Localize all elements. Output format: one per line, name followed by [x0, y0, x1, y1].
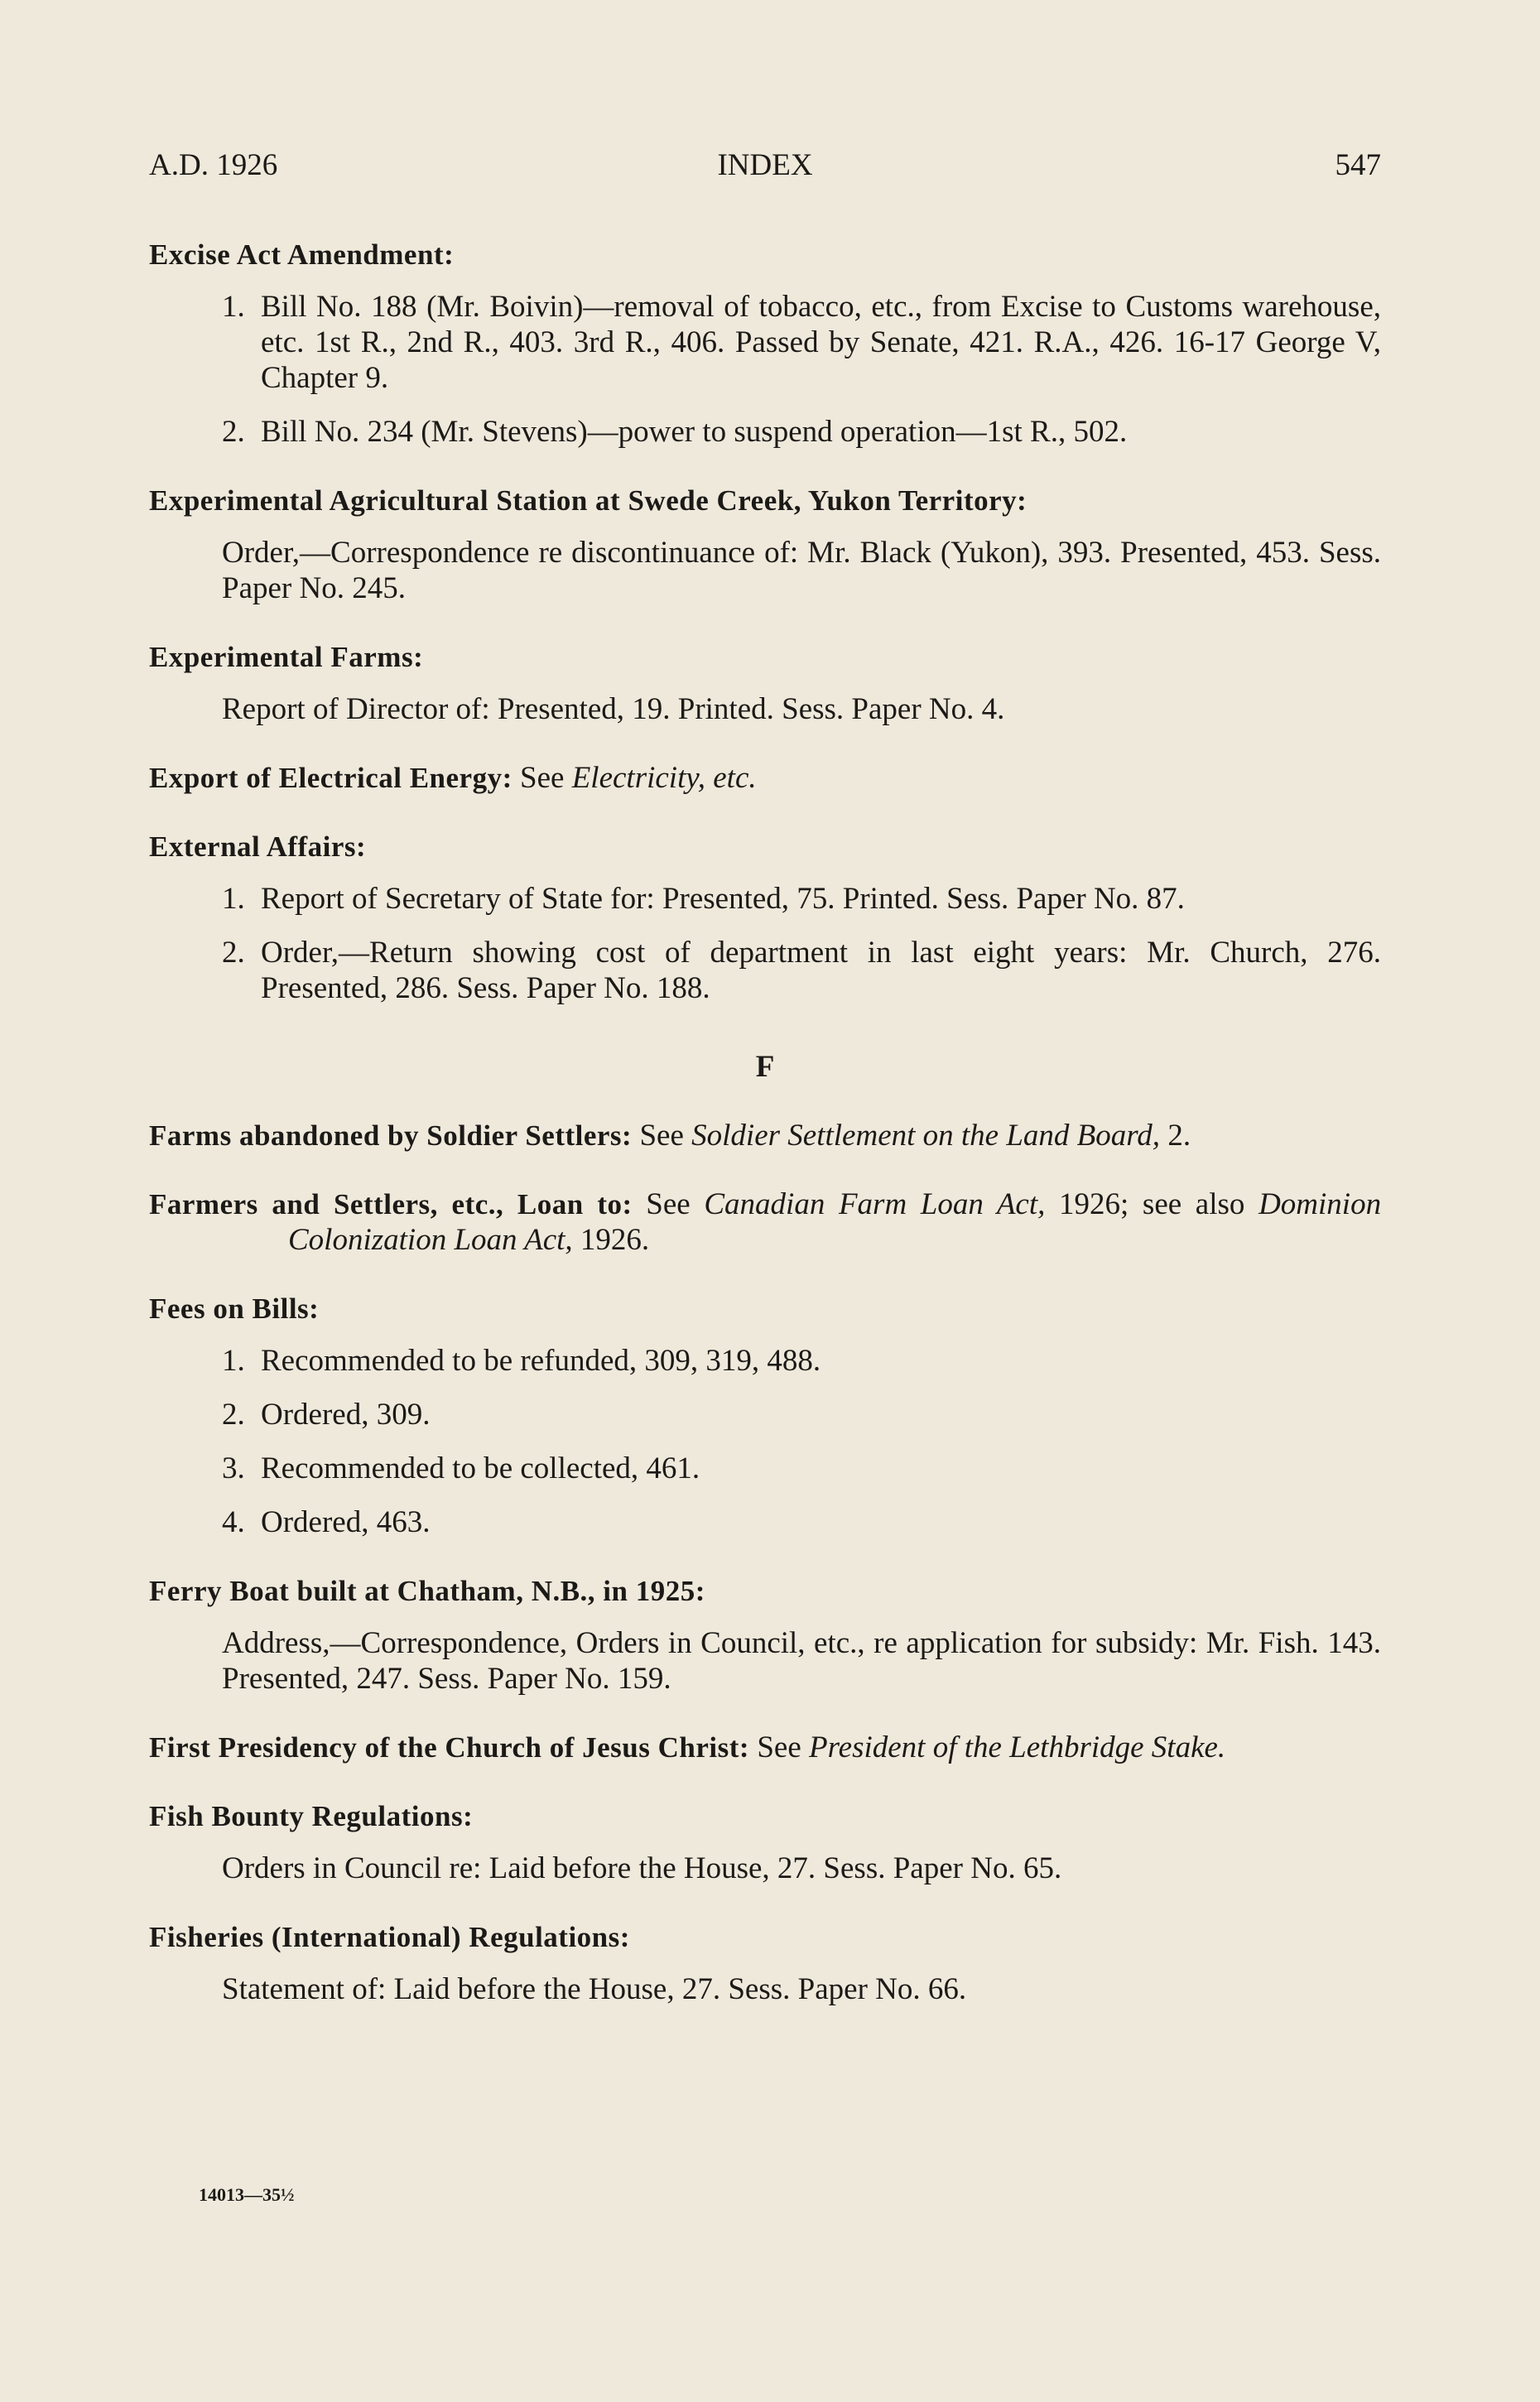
index-entry — [149, 1451, 1381, 1486]
reference-title: Canadian Farm Loan Act, — [704, 1187, 1046, 1221]
entry-number: 1. — [222, 882, 245, 916]
index-entry: Order,—Correspondence re discontinuance of: Mr. Black (Yukon), 393. Presented, 453. Sess. Paper No. 245. — [222, 536, 1381, 605]
section-letter: F — [755, 1050, 775, 1084]
entry-number: 2. — [222, 936, 245, 970]
index-entry — [149, 1343, 1381, 1379]
index-heading: Experimental Agricultural Station at Swede Creek, Yukon Territory: — [149, 484, 1027, 517]
reference-tail: 1926. — [580, 1223, 650, 1257]
index-cross-reference — [149, 760, 1381, 796]
index-entry — [149, 881, 1381, 917]
index-cross-reference — [149, 1187, 1381, 1258]
index-heading: Farmers and Settlers, etc., Loan to: — [149, 1188, 633, 1220]
entry-text: Ordered, 309. — [261, 1398, 431, 1432]
entry-number: 1. — [222, 290, 245, 324]
reference-title: Dominion Colonization Loan Act, — [288, 1187, 1382, 1257]
index-heading: Fisheries (International) Regulations: — [149, 1921, 630, 1953]
entry-text: Report of Secretary of State for: Presented, 75. Printed. Sess. Paper No. 87. — [261, 882, 1185, 916]
running-header — [149, 147, 1381, 189]
entry-text: Bill No. 188 (Mr. Boivin)—removal of tobacco, etc., from Excise to Customs warehouse, etc. 1st R., 2nd R., 403. 3rd R., 406. Passed by Senate, 421. R.A., 426. 16-17 George V, Chapter 9. — [261, 290, 1381, 395]
reference-text: 1926; see also — [1059, 1187, 1245, 1221]
entry-number: 3. — [222, 1451, 245, 1485]
index-entry — [149, 1397, 1381, 1432]
index-cross-reference — [149, 1730, 1381, 1765]
reference-tail: 2. — [1167, 1119, 1191, 1153]
index-heading: Fish Bounty Regulations: — [149, 1800, 474, 1832]
entry-text: Bill No. 234 (Mr. Stevens)—power to suspend operation—1st R., 502. — [261, 415, 1128, 449]
index-entry: Orders in Council re: Laid before the House, 27. Sess. Paper No. 65. — [222, 1851, 1062, 1885]
index-heading: Farms abandoned by Soldier Settlers: — [149, 1119, 633, 1152]
entry-text: Ordered, 463. — [261, 1505, 431, 1539]
index-entry — [149, 414, 1381, 450]
see-label: See — [639, 1119, 684, 1153]
index-content — [149, 237, 1381, 2025]
header-year: A.D. 1926 — [149, 148, 278, 182]
index-cross-reference — [149, 1118, 1381, 1153]
index-heading: Ferry Boat built at Chatham, N.B., in 1925: — [149, 1575, 705, 1607]
entry-text: Order,—Return showing cost of department in last eight years: Mr. Church, 276. Presented, 286. Sess. Paper No. 188. — [261, 936, 1381, 1005]
header-title: INDEX — [717, 148, 813, 182]
page-number: 547 — [1335, 148, 1381, 182]
index-heading: Excise Act Amendment: — [149, 238, 455, 271]
entry-number: 1. — [222, 1344, 245, 1378]
index-entry: Address,—Correspondence, Orders in Council, etc., re application for subsidy: Mr. Fish. 143. Presented, 247. Sess. Paper No. 159. — [222, 1626, 1381, 1696]
index-heading: Experimental Farms: — [149, 641, 424, 673]
reference-title: Soldier Settlement on the Land Board, — [691, 1119, 1161, 1153]
index-heading: External Affairs: — [149, 830, 367, 863]
entry-text: Recommended to be collected, 461. — [261, 1451, 700, 1485]
entry-number: 2. — [222, 1398, 245, 1432]
see-label: See — [757, 1730, 801, 1764]
index-entry: Statement of: Laid before the House, 27. Sess. Paper No. 66. — [222, 1972, 967, 2006]
index-heading: Fees on Bills: — [149, 1292, 320, 1325]
entry-number: 2. — [222, 415, 245, 449]
index-entry — [149, 935, 1381, 1006]
index-heading: First Presidency of the Church of Jesus Christ: — [149, 1731, 750, 1764]
index-entry — [149, 289, 1381, 396]
reference-title: President of the Lethbridge Stake. — [809, 1730, 1226, 1764]
entry-number: 4. — [222, 1505, 245, 1539]
index-entry: Report of Director of: Presented, 19. Printed. Sess. Paper No. 4. — [222, 692, 1005, 726]
printer-mark: 14013—35½ — [199, 2184, 295, 2205]
reference-title: Electricity, etc. — [571, 761, 757, 795]
entry-text: Recommended to be refunded, 309, 319, 488. — [261, 1344, 821, 1378]
index-entry — [149, 1504, 1381, 1540]
index-heading: Export of Electrical Energy: — [149, 762, 513, 794]
see-label: See — [520, 761, 565, 795]
see-label: See — [646, 1187, 691, 1221]
